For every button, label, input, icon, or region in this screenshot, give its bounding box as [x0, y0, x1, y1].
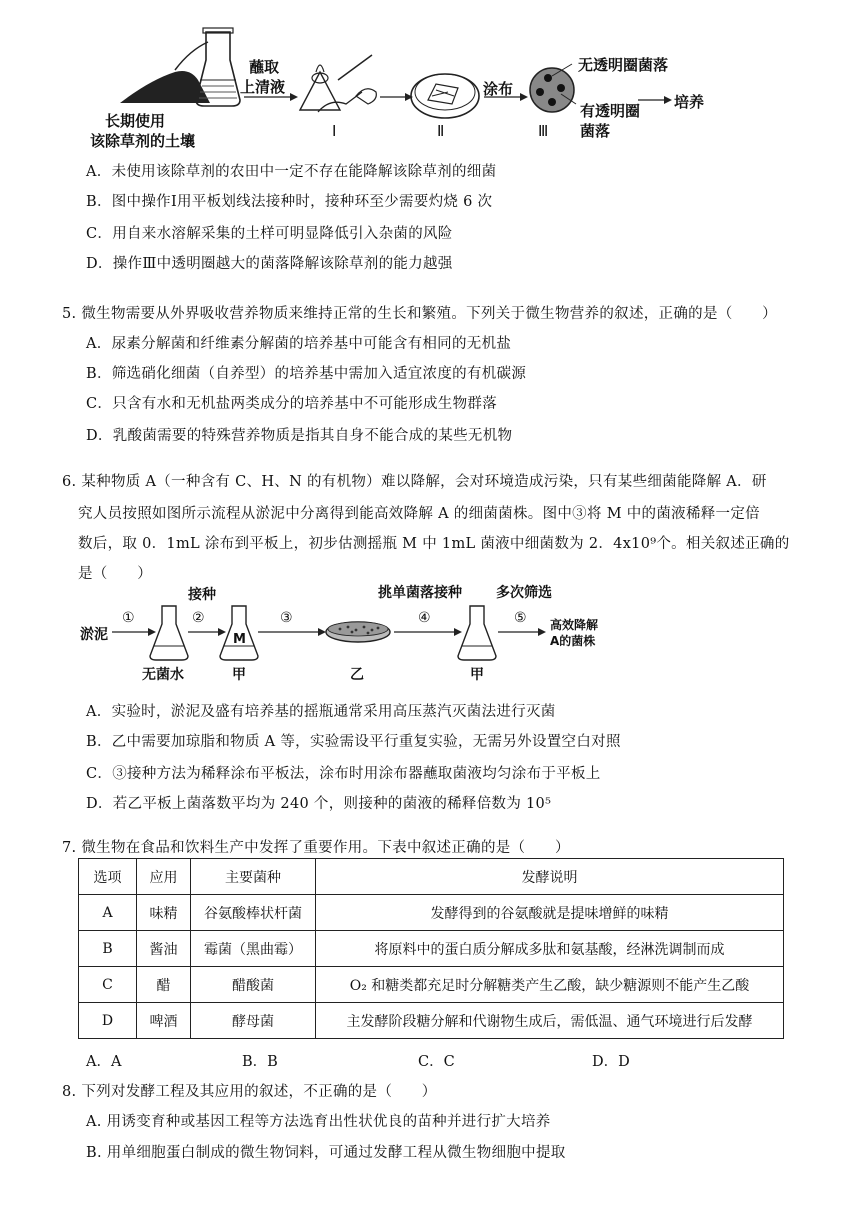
- q6-stem-line3: 数后，取 0．1mL 涂布到平板上，初步估测摇瓶 M 中 1mL 菌液中细菌数为 2．4x10⁹个。相关叙述正确的: [78, 536, 790, 552]
- table-cell: 霉菌（黑曲霉）: [191, 931, 316, 967]
- table-cell: A: [79, 895, 137, 931]
- step-supernatant-label: 上清液: [240, 78, 286, 96]
- table-cell: B: [79, 931, 137, 967]
- table-cell: 味精: [137, 895, 191, 931]
- culture-label: 培养: [674, 93, 705, 111]
- step-5-label: ⑤: [514, 610, 527, 626]
- q6-figure: [0, 580, 868, 690]
- q5-option-a: A．尿素分解菌和纤维素分解菌的培养基中可能含有相同的无机盐: [86, 336, 512, 352]
- step-dip-label: 蘸取: [249, 58, 280, 76]
- table-row: [79, 1003, 784, 1039]
- header-application: 应用: [137, 859, 191, 895]
- spread-label: 涂布: [483, 80, 514, 98]
- pick-colony-label: 挑单菌落接种: [378, 585, 462, 601]
- q7-stem: 7. 微生物在食品和饮料生产中发挥了重要作用。下表中叙述正确的是（ ）: [62, 840, 570, 856]
- q7-choice-a: A．A: [86, 1054, 122, 1070]
- q6-stem-line4: 是（ ）: [78, 566, 152, 582]
- table-row: [79, 895, 784, 931]
- q4-option-c: C．用自来水溶解采集的土样可明显降低引入杂菌的风险: [86, 226, 453, 242]
- q4-option-a: A．未使用该除草剂的农田中一定不存在能降解该除草剂的细菌: [86, 164, 497, 180]
- q4-figure: [0, 0, 868, 150]
- sterile-water-label: 无菌水: [142, 667, 184, 683]
- table-cell: 酱油: [137, 931, 191, 967]
- table-row: [79, 931, 784, 967]
- dish-yi-label: 乙: [350, 667, 364, 683]
- table-cell: 醋: [137, 967, 191, 1003]
- multi-screen-label: 多次筛选: [496, 585, 552, 601]
- step-4-label: ④: [418, 610, 431, 626]
- q5-stem: 5. 微生物需要从外界吸收营养物质来维持正常的生长和繁殖。下列关于微生物营养的叙述，正确的是（ ）: [62, 306, 777, 322]
- q6-option-c: C．③接种方法为稀释涂布平板法，涂布时用涂布器蘸取菌液均匀涂布于平板上: [86, 766, 601, 782]
- q6-stem-line1: 6. 某种物质 A（一种含有 C、H、N 的有机物）难以降解，会对环境造成污染，只有某些细菌能降解 A．研: [62, 474, 767, 490]
- table-cell: 发酵得到的谷氨酸就是提味增鲜的味精: [316, 895, 784, 931]
- table-row: [79, 967, 784, 1003]
- q6-option-d: D．若乙平板上菌落数平均为 240 个，则接种的菌液的稀释倍数为 10⁵: [86, 796, 552, 812]
- flask-jia-label-2: 甲: [470, 667, 484, 683]
- q7-choice-b: B．B: [242, 1054, 278, 1070]
- table-header-row: [79, 859, 784, 895]
- q5-option-b: B．筛选硝化细菌（自养型）的培养基中需加入适宜浓度的有机碳源: [86, 366, 527, 382]
- result-label-2: A的菌株: [550, 634, 596, 648]
- q4-option-b: B．图中操作Ⅰ用平板划线法接种时，接种环至少需要灼烧 6 次: [86, 194, 493, 210]
- q7-table: [78, 858, 784, 1039]
- roman-three: Ⅲ: [538, 122, 549, 140]
- step-1-label: ①: [122, 610, 135, 626]
- header-option: 选项: [79, 859, 137, 895]
- table-cell: 主发酵阶段糖分解和代谢物生成后，需低温、通气环境进行后发酵: [316, 1003, 784, 1039]
- step-3-label: ③: [280, 610, 293, 626]
- roman-one: Ⅰ: [332, 122, 337, 140]
- inoculate-label: 接种: [188, 587, 216, 603]
- table-cell: 谷氨酸棒状杆菌: [191, 895, 316, 931]
- q6-option-a: A．实验时，淤泥及盛有培养基的摇瓶通常采用高压蒸汽灭菌法进行灭菌: [86, 704, 556, 720]
- table-cell: O₂ 和糖类都充足时分解糖类产生乙酸，缺少糖源则不能产生乙酸: [316, 967, 784, 1003]
- result-label-1: 高效降解: [550, 618, 599, 632]
- q5-option-c: C．只含有水和无机盐两类成分的培养基中不可能形成生物群落: [86, 396, 497, 412]
- q8-stem: 8. 下列对发酵工程及其应用的叙述，不正确的是（ ）: [62, 1084, 437, 1100]
- table-cell: 醋酸菌: [191, 967, 316, 1003]
- q8-option-a: A. 用诱变育种或基因工程等方法选育出性状优良的苗种并进行扩大培养: [86, 1114, 551, 1130]
- q7-choice-c: C．C: [418, 1054, 455, 1070]
- no-halo-colony-label: 无透明圈菌落: [578, 56, 669, 74]
- header-strain: 主要菌种: [191, 859, 316, 895]
- q5-option-d: D．乳酸菌需要的特殊营养物质是指其自身不能合成的某些无机物: [86, 428, 513, 444]
- table-cell: 酵母菌: [191, 1003, 316, 1039]
- halo-colony-label-2: 菌落: [580, 122, 611, 140]
- soil-label-line1: 长期使用: [105, 112, 166, 130]
- table-cell: C: [79, 967, 137, 1003]
- flask-jia-label-1: 甲: [232, 667, 246, 683]
- table-cell: 啤酒: [137, 1003, 191, 1039]
- soil-label-line2: 该除草剂的土壤: [90, 132, 196, 150]
- flask-m-label: M: [233, 632, 246, 647]
- halo-colony-label-1: 有透明圈: [580, 102, 641, 120]
- q7-choice-d: D．D: [592, 1054, 630, 1070]
- table-cell: 将原料中的蛋白质分解成多肽和氨基酸，经淋洗调制而成: [316, 931, 784, 967]
- q4-option-d: D．操作Ⅲ中透明圈越大的菌落降解该除草剂的能力越强: [86, 256, 453, 272]
- mud-label: 淤泥: [80, 627, 108, 643]
- q6-stem-line2: 究人员按照如图所示流程从淤泥中分离得到能高效降解 A 的细菌菌株。图中③将 M 中的菌液稀释一定倍: [78, 506, 760, 522]
- header-description: 发酵说明: [316, 859, 784, 895]
- q8-option-b: B. 用单细胞蛋白制成的微生物饲料，可通过发酵工程从微生物细胞中提取: [86, 1145, 566, 1161]
- step-2-label: ②: [192, 610, 205, 626]
- table-cell: D: [79, 1003, 137, 1039]
- q6-option-b: B．乙中需要加琼脂和物质 A 等，实验需设平行重复实验，无需另外设置空白对照: [86, 734, 621, 750]
- roman-two: Ⅱ: [437, 122, 445, 140]
